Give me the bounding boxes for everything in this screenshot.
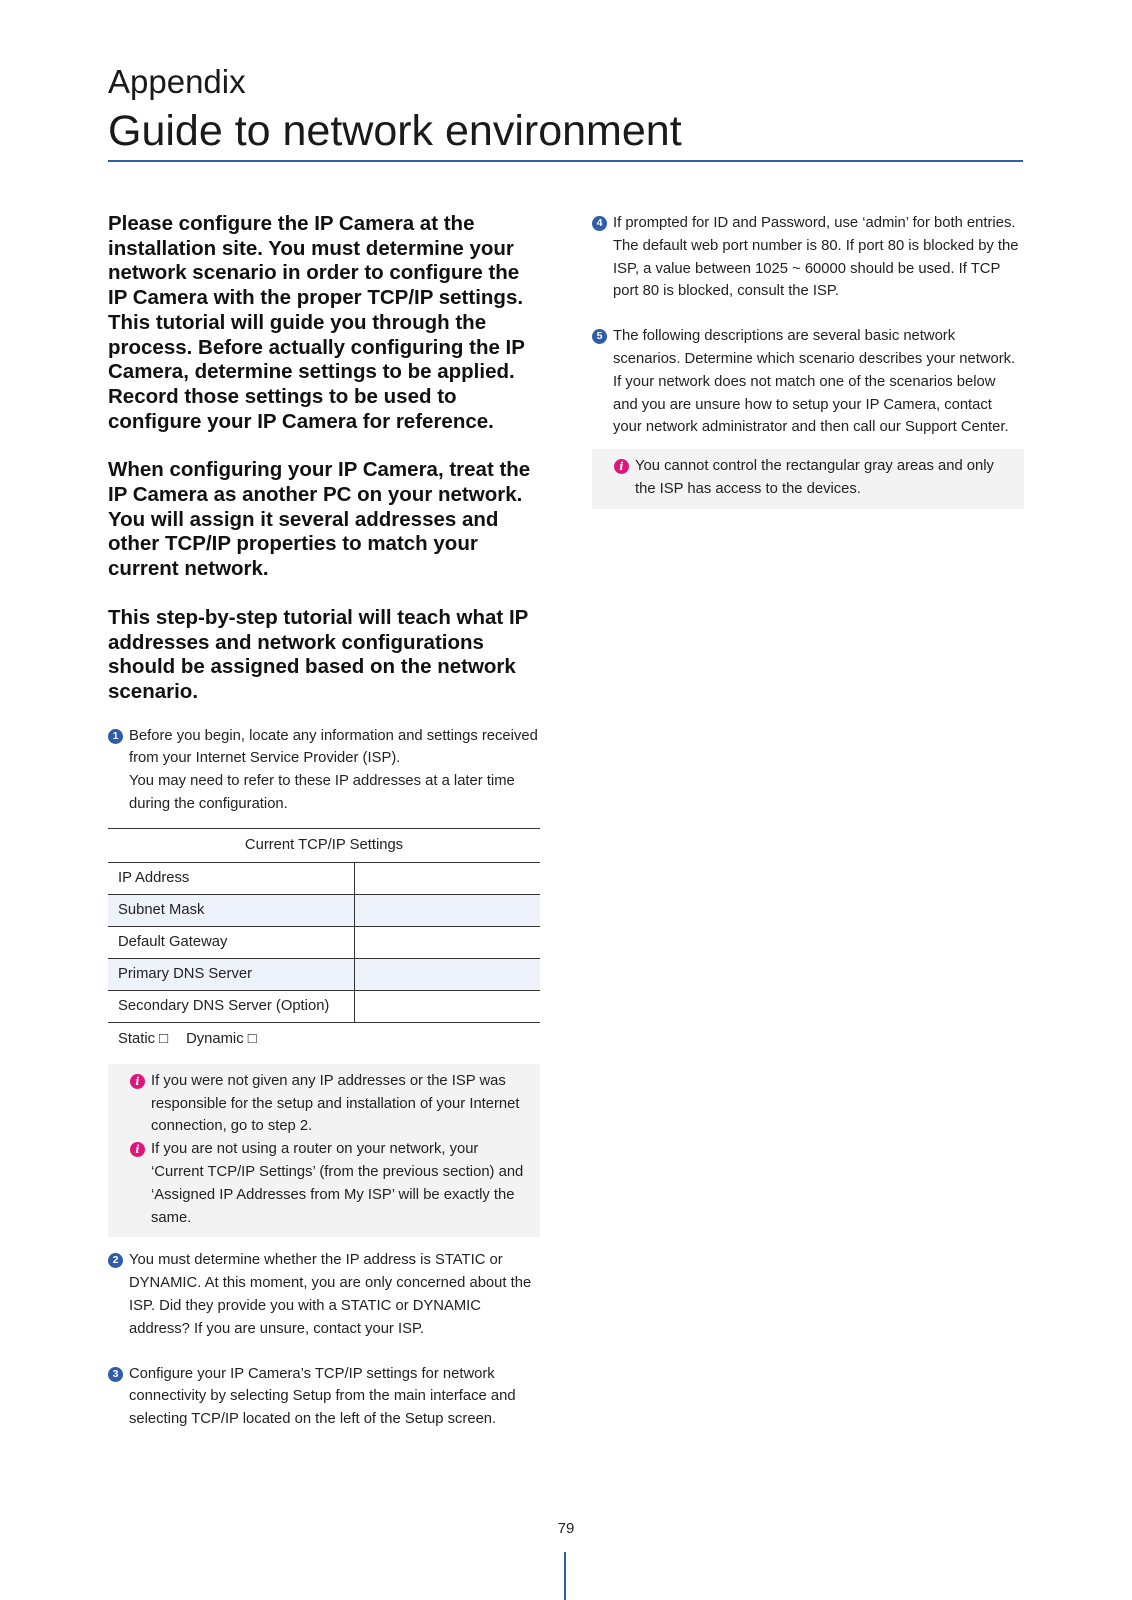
ip-address-value-cell: [355, 862, 541, 894]
title-rule: [108, 160, 1023, 162]
address-type-row: [108, 1023, 540, 1050]
table-row: [108, 990, 540, 1022]
info-note-3-text: You cannot control the rectangular gray areas and only the ISP has access to the devices.: [635, 458, 994, 497]
table-header: Current TCP/IP Settings: [108, 828, 540, 862]
info-icon: i: [130, 1074, 145, 1089]
step-number-3-icon: 3: [108, 1367, 123, 1382]
step-number-4-icon: 4: [592, 216, 607, 231]
intro-paragraph-2: When configuring your IP Camera, treat the IP Camera as another PC on your network. You will assign it several addresses and other TCP/IP properties to match your current network.: [108, 458, 531, 581]
subnet-mask-value-cell: [355, 894, 541, 926]
dynamic-checkbox-label: Dynamic □: [186, 1030, 257, 1047]
info-note-2: [130, 1138, 524, 1229]
info-note-2-text: If you are not using a router on your network, your ‘Current TCP/IP Settings’ (from the previous section) and ‘Assigned IP Addresses from My ISP’ will be exactly the same.: [151, 1141, 524, 1226]
intro-paragraph-1: Please configure the IP Camera at the installation site. You must determine your network scenario in order to configure the IP Camera with the proper TCP/IP settings. This tutorial will guide you through the process. Before actually configuring the IP Camera, determine settings to be applied. Record those settings to be used to configure your IP Camera for reference.: [108, 212, 525, 433]
page-number: 79: [557, 1520, 575, 1537]
intro-paragraph-3: This step-by-step tutorial will teach what IP addresses and network configurations should be assigned based on the network scenario.: [108, 605, 528, 703]
table-row: [108, 894, 540, 926]
step-number-1-icon: 1: [108, 729, 123, 744]
table-row: [108, 926, 540, 958]
table-row: [108, 958, 540, 990]
row-label-secondary-dns: Secondary DNS Server (Option): [108, 990, 355, 1022]
info-note-1-text: If you were not given any IP addresses or the ISP was responsible for the setup and installation of your Internet connection, go to step 2.: [151, 1072, 520, 1135]
info-note-1: [130, 1070, 524, 1138]
step-5: [592, 325, 1024, 439]
step-1: [108, 725, 540, 816]
table-row: [108, 862, 540, 894]
default-gateway-value-cell: [355, 926, 541, 958]
primary-dns-value-cell: [355, 958, 541, 990]
step-1-text: Before you begin, locate any information and settings received from your Internet Service Provider (ISP).: [129, 727, 538, 767]
step-3: [108, 1363, 540, 1431]
secondary-dns-value-cell: [355, 990, 541, 1022]
row-label-ip-address: IP Address: [108, 862, 355, 894]
info-box: [108, 1064, 540, 1238]
row-label-primary-dns: Primary DNS Server: [108, 958, 355, 990]
row-label-default-gateway: Default Gateway: [108, 926, 355, 958]
tcpip-settings-table: [108, 828, 540, 1023]
info-note-3: [614, 455, 1008, 501]
row-label-subnet-mask: Subnet Mask: [108, 894, 355, 926]
step-4-text: If prompted for ID and Password, use ‘admin’ for both entries. The default web port number is 80. If port 80 is blocked by the ISP, a value between 1025 ~ 60000 should be used. If TCP port 80 is blocked, consult the ISP.: [613, 215, 1019, 300]
step-4: [592, 212, 1024, 303]
page-marker-line: [564, 1552, 566, 1600]
info-icon: i: [614, 459, 629, 474]
right-column: [592, 212, 1024, 509]
step-3-text: Configure your IP Camera’s TCP/IP settings for network connectivity by selecting Setup from the main interface and selecting TCP/IP located on the left of the Setup screen.: [129, 1365, 516, 1428]
info-icon: i: [130, 1142, 145, 1157]
step-2-text: You must determine whether the IP address is STATIC or DYNAMIC. At this moment, you are only concerned about the ISP. Did they provide you with a STATIC or DYNAMIC address? If you are unsure, contact your ISP.: [129, 1252, 532, 1337]
section-label: Appendix: [108, 63, 246, 100]
info-box-gray-areas: [592, 449, 1024, 509]
page-header: [108, 62, 1023, 158]
step-5-text: The following descriptions are several basic network scenarios. Determine which scenario describes your network. If your network does not match one of the scenarios below and you are unsure how to setup your IP Camera, contact your network administrator and then call our Support Center.: [613, 328, 1016, 436]
step-number-2-icon: 2: [108, 1253, 123, 1268]
static-checkbox-label: Static □: [118, 1030, 169, 1047]
left-column: [108, 212, 540, 1431]
step-number-5-icon: 5: [592, 329, 607, 344]
step-1-text-2: You may need to refer to these IP addresses at a later time during the configuration.: [129, 773, 515, 813]
step-2: [108, 1249, 540, 1340]
page-title: Guide to network environment: [108, 107, 682, 155]
